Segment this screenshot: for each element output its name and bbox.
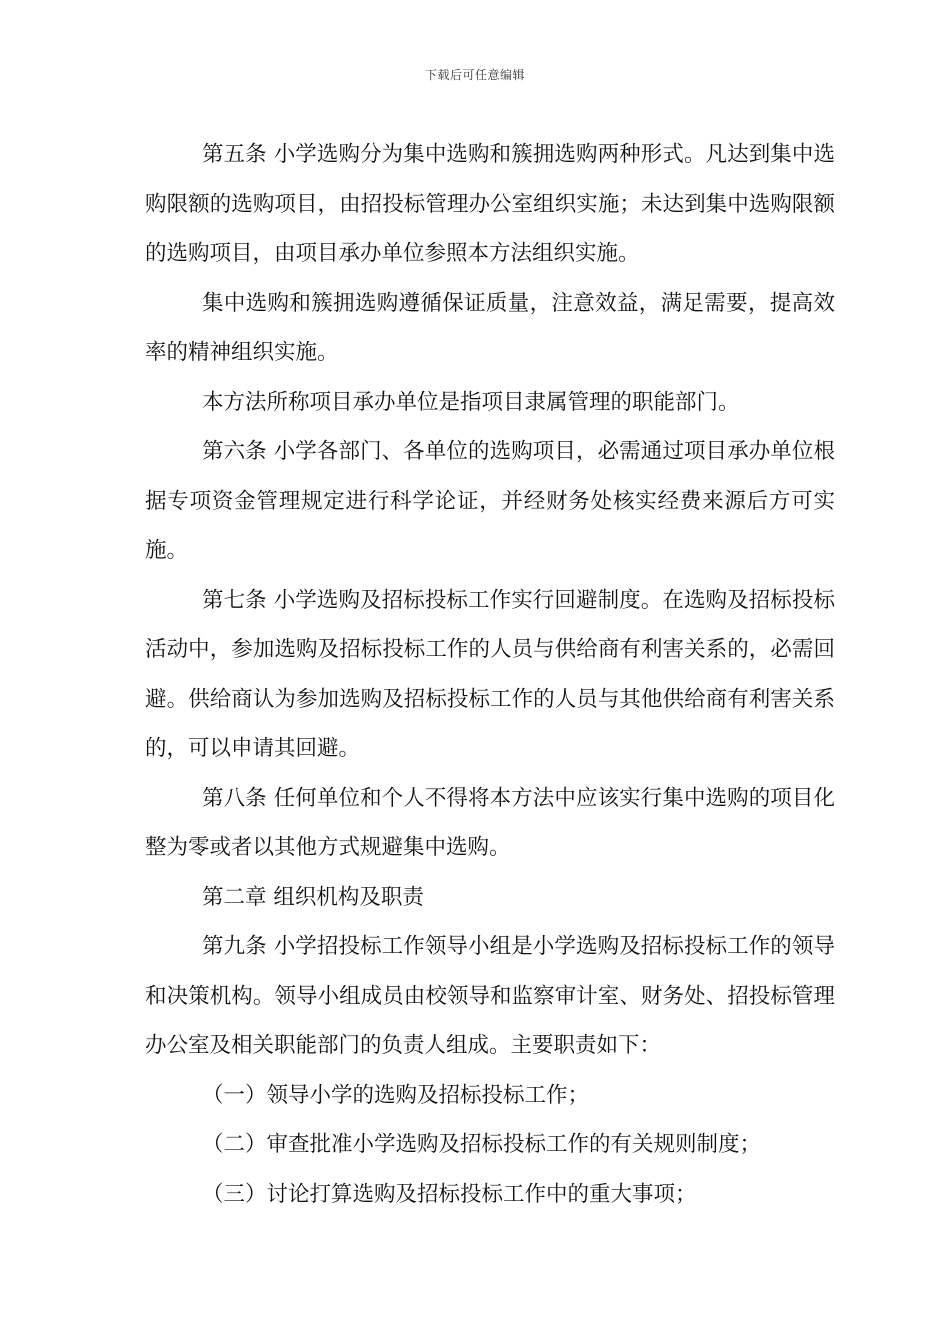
- chapter-2-heading: 第二章 组织机构及职责: [202, 884, 424, 910]
- paragraph-undertaking-unit: 本方法所称项目承办单位是指项目隶属管理的职能部门。: [202, 389, 740, 415]
- page-header: 下载后可任意编辑: [424, 68, 525, 82]
- list-item-1: （一）领导小学的选购及招标投标工作；: [202, 1082, 590, 1108]
- paragraph-article-9: 第九条 小学招投标工作领导小组是小学选购及招标投标工作的领导和决策机构。领导小组成员由校领导和监察审计室、财务处、招投标管理办公室及相关职能部门的负责人组成。主要职责如下：: [145, 934, 835, 1058]
- list-item-3: （三）讨论打算选购及招标投标工作中的重大事项；: [202, 1181, 697, 1207]
- document-body: [145, 130, 835, 1219]
- paragraph-article-8: 第八条 任何单位和个人不得将本方法中应该实行集中选购的项目化整为零或者以其他方式规避集中选购。: [145, 785, 835, 860]
- paragraph-article-7: 第七条 小学选购及招标投标工作实行回避制度。在选购及招标投标活动中，参加选购及招标投标工作的人员与供给商有利害关系的，必需回避。供给商认为参加选购及招标投标工作的人员与其他供给商有利害关系的，可以申请其回避。: [145, 587, 835, 761]
- paragraph-article-5: 第五条 小学选购分为集中选购和簇拥选购两种形式。凡达到集中选购限额的选购项目，由招投标管理办公室组织实施；未达到集中选购限额的选购项目，由项目承办单位参照本方法组织实施。: [145, 142, 835, 266]
- list-item-2: （二）审查批准小学选购及招标投标工作的有关规则制度；: [202, 1132, 762, 1157]
- paragraph-article-6: 第六条 小学各部门、各单位的选购项目，必需通过项目承办单位根据专项资金管理规定进行科学论证，并经财务处核实经费来源后方可实施。: [145, 439, 835, 563]
- paragraph-procurement-principle: 集中选购和簇拥选购遵循保证质量，注意效益，满足需要，提高效率的精神组织实施。: [145, 290, 835, 365]
